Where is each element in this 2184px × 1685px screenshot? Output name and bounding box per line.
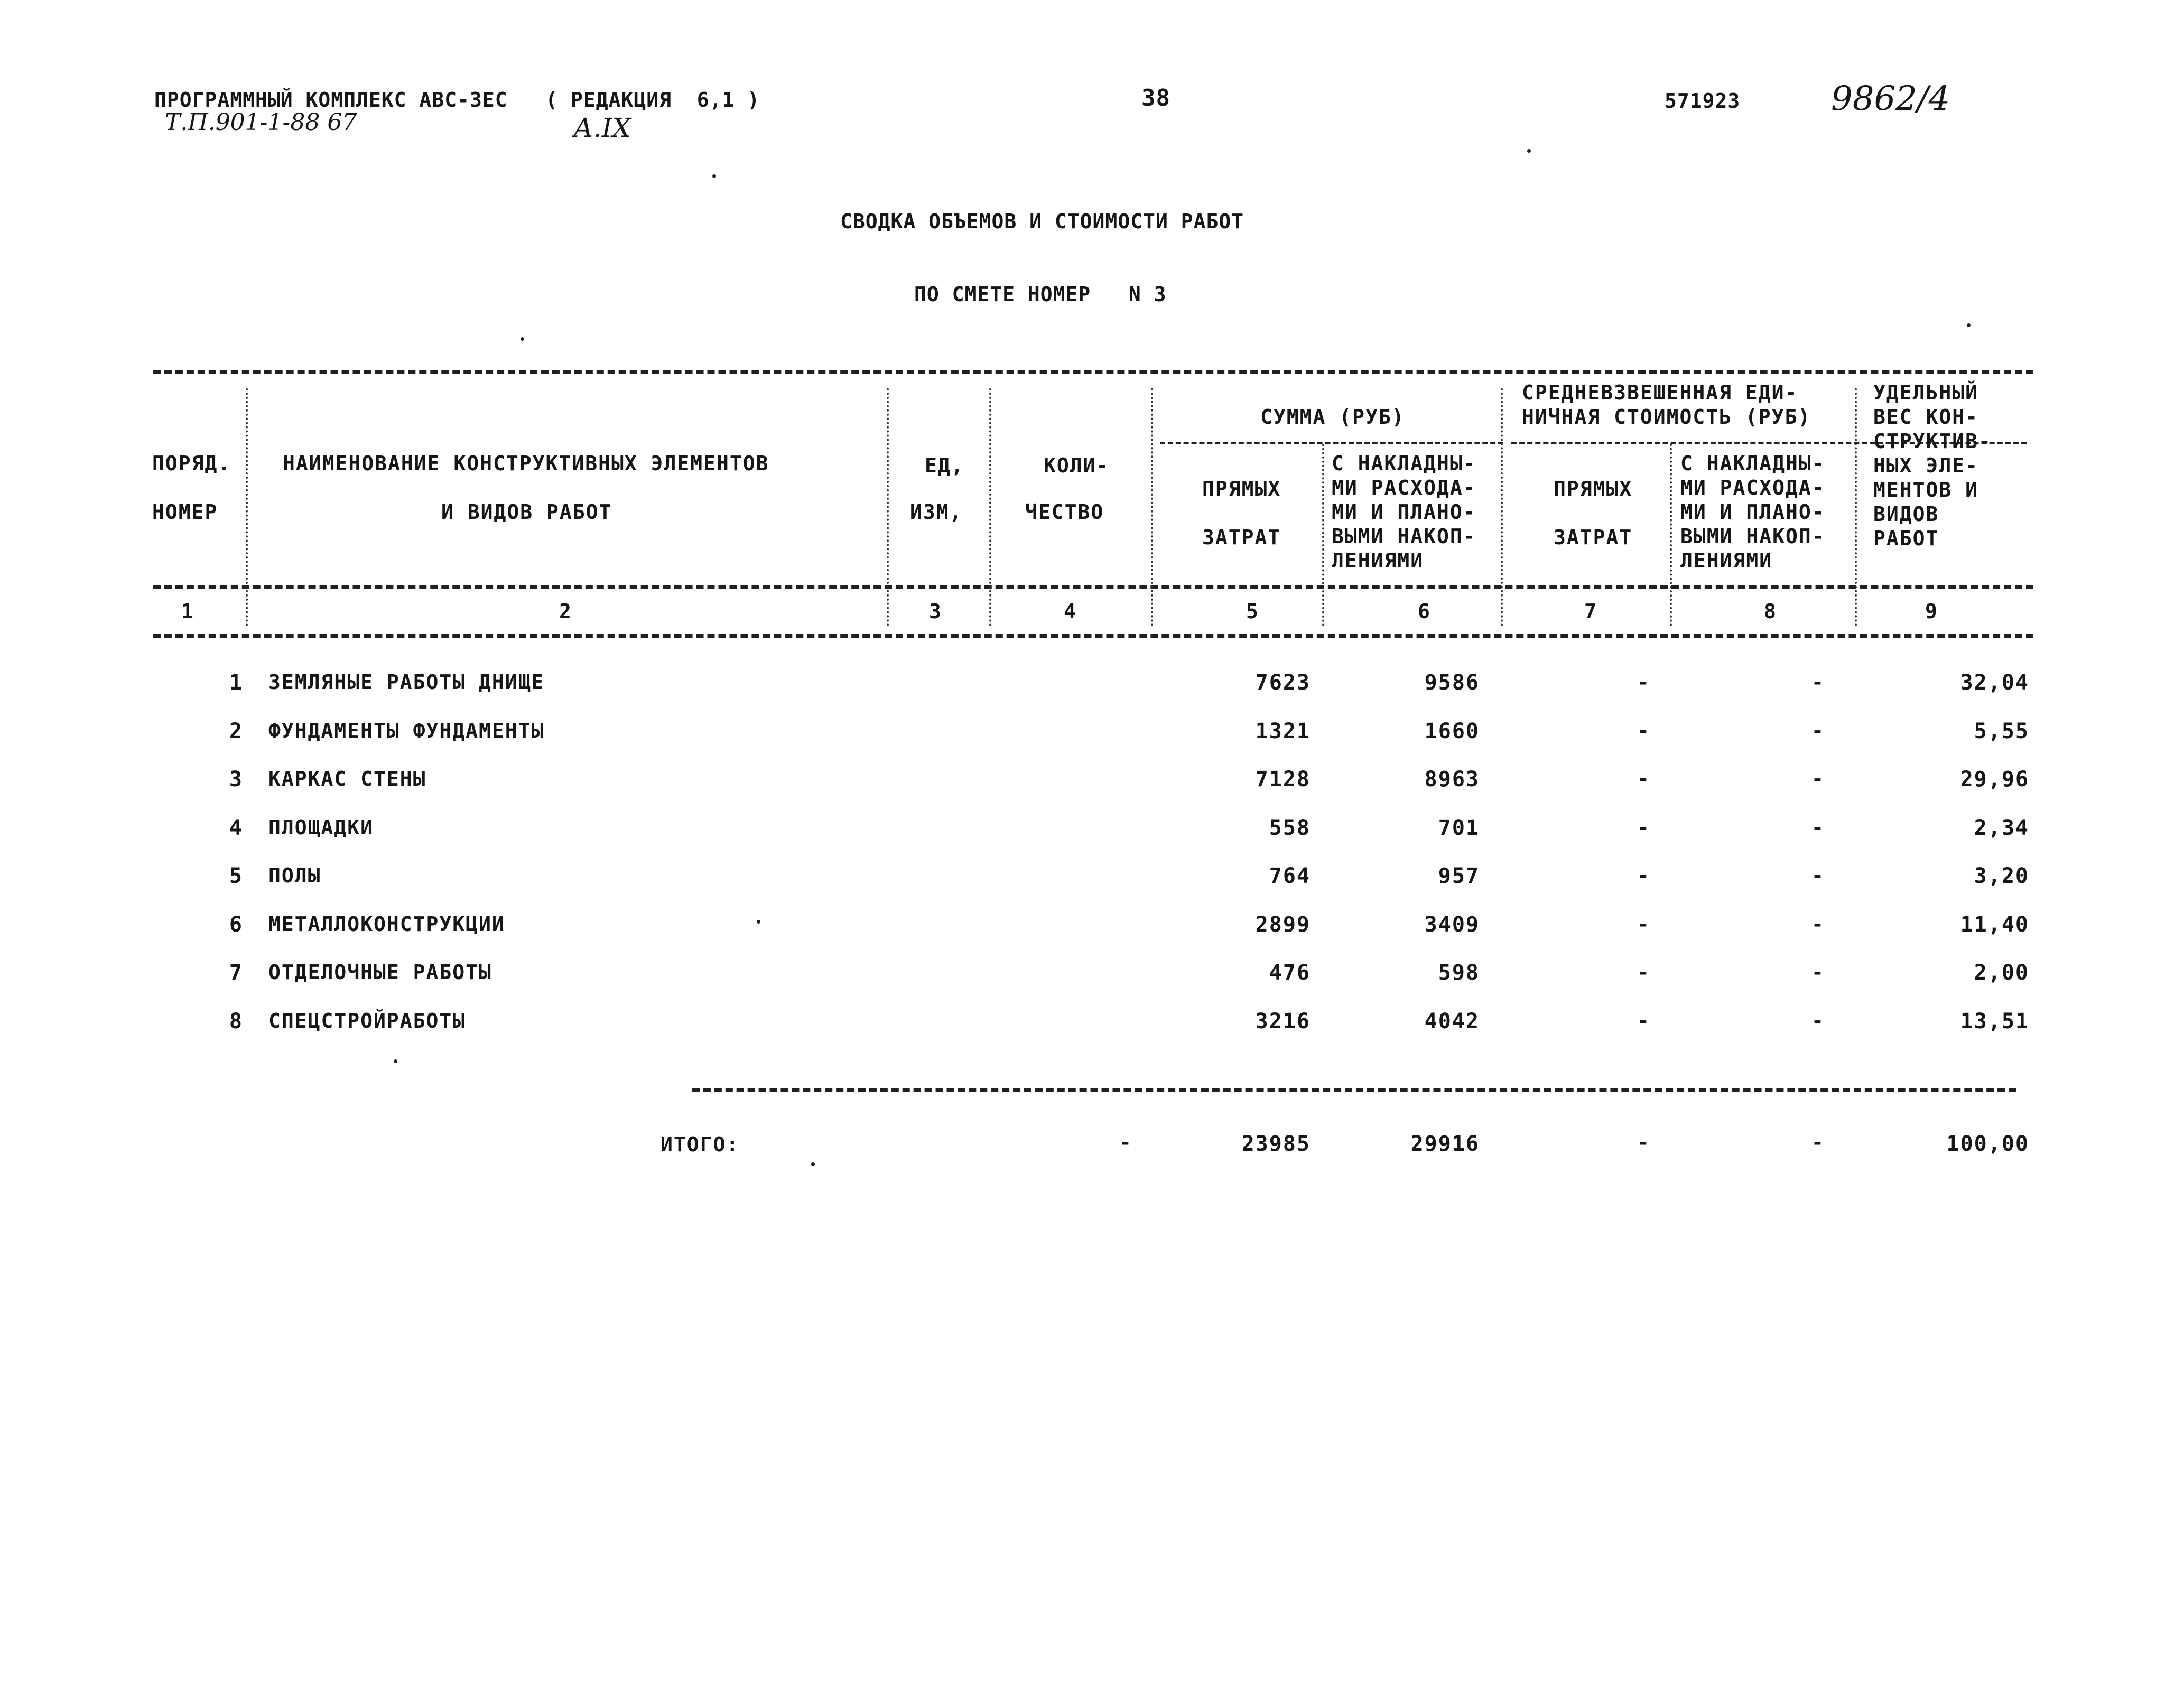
document-code: 571923 [1665,89,1741,113]
column-separator [1151,388,1153,626]
row-direct-costs: 7623 [1255,671,1311,695]
row-avg-direct: - [1637,671,1650,694]
row-direct-costs: 2899 [1255,912,1311,937]
total-rule [692,1088,2016,1092]
row-item-name: ПОЛЫ [268,864,321,887]
header-overhead-line3: МИ И ПЛАНО- [1332,500,1476,524]
row-overhead-costs: 8963 [1424,767,1480,792]
row-share: 29,96 [1960,767,2029,792]
summary-title: СВОДКА ОБЪЕМОВ И СТОИМОСТИ РАБОТ [840,210,1244,233]
row-number: 7 [229,961,243,985]
row-overhead-costs: 4042 [1424,1009,1480,1034]
total-share: 100,00 [1946,1132,2029,1156]
header-share-line1: УДЕЛЬНЫЙ [1873,381,1979,404]
header-overhead-line5: ЛЕНИЯМИ [1332,549,1424,572]
row-number: 5 [229,864,243,888]
row-number: 8 [229,1009,243,1034]
row-avg-direct: - [1637,1009,1650,1032]
header-overhead-line1: С НАКЛАДНЫ- [1332,452,1476,475]
row-avg-overhead: - [1811,671,1824,694]
column-number-8: 8 [1764,600,1777,623]
header-share-line6: ВИДОВ [1873,502,1939,526]
row-avg-overhead: - [1811,912,1824,936]
header-share-line2: ВЕС КОН- [1873,405,1979,429]
header-avg-overhead-line1: С НАКЛАДНЫ- [1680,452,1825,475]
row-overhead-costs: 598 [1438,961,1480,985]
row-avg-direct: - [1637,912,1650,936]
table-top-rule [153,370,2033,374]
total-avg-overhead: - [1811,1131,1824,1154]
column-separator [887,388,889,626]
total-overhead-costs: 29916 [1410,1132,1480,1156]
row-item-name: МЕТАЛЛОКОНСТРУКЦИИ [268,912,505,936]
row-avg-overhead: - [1811,719,1824,742]
column-separator [246,388,248,626]
total-label: ИТОГО: [661,1133,740,1156]
column-number-2: 2 [559,600,572,623]
column-separator [1501,388,1503,626]
row-item-name: ФУНДАМЕНТЫ ФУНДАМЕНТЫ [268,719,545,742]
header-sum-group: СУММА (РУБ) [1260,405,1405,429]
header-avg-direct-line1: ПРЯМЫХ [1554,477,1633,500]
scan-speck [712,174,716,178]
header-overhead-line4: ВЫМИ НАКОП- [1332,525,1476,548]
handwritten-album-mark: А.IX [573,113,631,143]
scan-speck [1527,149,1531,153]
header-avg-group-line2: НИЧНАЯ СТОИМОСТЬ (РУБ) [1522,405,1811,429]
scan-speck [521,337,524,341]
row-avg-overhead: - [1811,864,1824,887]
scan-speck [811,1162,815,1166]
page-number: 38 [1141,85,1170,111]
row-overhead-costs: 3409 [1424,912,1480,937]
row-direct-costs: 3216 [1255,1009,1311,1034]
header-avg-group-line1: СРЕДНЕВЗВЕШЕННАЯ ЕДИ- [1522,381,1798,404]
row-item-name: ОТДЕЛОЧНЫЕ РАБОТЫ [268,961,492,984]
row-direct-costs: 1321 [1255,719,1311,743]
row-share: 2,34 [1974,815,2029,840]
row-avg-direct: - [1637,767,1650,790]
column-numbers-rule [153,634,2033,638]
header-share-line7: РАБОТ [1873,527,1939,550]
total-avg-direct: - [1637,1131,1650,1154]
row-number: 1 [229,671,243,695]
row-avg-direct: - [1637,864,1650,887]
row-number: 3 [229,767,243,792]
column-separator [1670,444,1672,626]
row-share: 13,51 [1960,1009,2029,1034]
row-avg-overhead: - [1811,961,1824,984]
column-separator [1855,388,1857,626]
scan-speck [757,920,760,924]
row-number: 2 [229,719,243,743]
column-number-4: 4 [1064,600,1076,623]
row-avg-overhead: - [1811,1009,1824,1032]
row-direct-costs: 764 [1269,864,1311,888]
scan-speck [1967,323,1971,327]
handwritten-project-number: Т.П.901-1-88 67 [165,109,357,136]
row-avg-direct: - [1637,815,1650,839]
header-bottom-rule [153,585,2033,589]
column-separator [989,388,991,626]
header-qty-line1: КОЛИ- [1044,454,1110,477]
header-name-line2: И ВИДОВ РАБОТ [441,500,612,524]
total-direct-costs: 23985 [1241,1132,1311,1156]
scan-speck [394,1059,397,1063]
column-number-7: 7 [1584,600,1597,623]
header-unit-line1: ЕД, [925,454,964,477]
header-qty-line2: ЧЕСТВО [1025,500,1104,524]
row-direct-costs: 476 [1269,961,1311,985]
header-avg-overhead-line4: ВЫМИ НАКОП- [1680,525,1825,548]
header-share-line4: НЫХ ЭЛЕ- [1873,454,1979,477]
row-item-name: ПЛОЩАДКИ [268,815,374,839]
header-order-line1: ПОРЯД. [152,452,231,475]
header-unit-line2: ИЗМ, [910,500,963,524]
row-item-name: КАРКАС СТЕНЫ [268,767,426,790]
row-overhead-costs: 1660 [1424,719,1480,743]
row-direct-costs: 558 [1269,815,1311,840]
row-share: 3,20 [1974,864,2029,888]
column-number-5: 5 [1246,600,1259,623]
handwritten-reference: 9862/4 [1831,79,1950,118]
row-share: 32,04 [1960,671,2029,695]
row-share: 5,55 [1974,719,2029,743]
header-share-line5: МЕНТОВ И [1873,478,1979,501]
row-overhead-costs: 9586 [1424,671,1480,695]
header-avg-overhead-line5: ЛЕНИЯМИ [1680,549,1773,572]
column-number-9: 9 [1925,600,1938,623]
column-number-3: 3 [929,600,942,623]
column-number-6: 6 [1418,600,1430,623]
header-share-line3: СТРУКТИВ- [1873,430,1992,453]
column-separator [1322,444,1324,626]
row-number: 4 [229,815,243,840]
row-share: 2,00 [1974,961,2029,985]
row-direct-costs: 7128 [1255,767,1311,792]
header-direct-line1: ПРЯМЫХ [1202,477,1281,500]
header-avg-overhead-line2: МИ РАСХОДА- [1680,476,1825,499]
total-quantity: - [1119,1131,1132,1154]
column-number-1: 1 [181,600,194,623]
row-avg-overhead: - [1811,815,1824,839]
row-overhead-costs: 701 [1438,815,1480,840]
row-item-name: СПЕЦСТРОЙРАБОТЫ [268,1009,466,1032]
header-order-line2: НОМЕР [152,500,218,524]
row-avg-direct: - [1637,961,1650,984]
sum-group-rule [1160,442,1503,444]
row-overhead-costs: 957 [1438,864,1480,888]
header-direct-line2: ЗАТРАТ [1202,526,1281,549]
header-avg-direct-line2: ЗАТРАТ [1554,526,1633,549]
header-name-line1: НАИМЕНОВАНИЕ КОНСТРУКТИВНЫХ ЭЛЕМЕНТОВ [283,452,769,475]
row-item-name: ЗЕМЛЯНЫЕ РАБОТЫ ДНИЩЕ [268,671,545,694]
row-avg-overhead: - [1811,767,1824,790]
estimate-number: ПО СМЕТЕ НОМЕР N 3 [914,283,1167,306]
program-header: ПРОГРАММНЫЙ КОМПЛЕКС АВС-3ЕС ( РЕДАКЦИЯ 6,1 ) [154,88,760,111]
row-avg-direct: - [1637,719,1650,742]
row-number: 6 [229,912,243,937]
header-overhead-line2: МИ РАСХОДА- [1332,476,1476,499]
row-share: 11,40 [1960,912,2029,937]
header-avg-overhead-line3: МИ И ПЛАНО- [1680,500,1825,524]
